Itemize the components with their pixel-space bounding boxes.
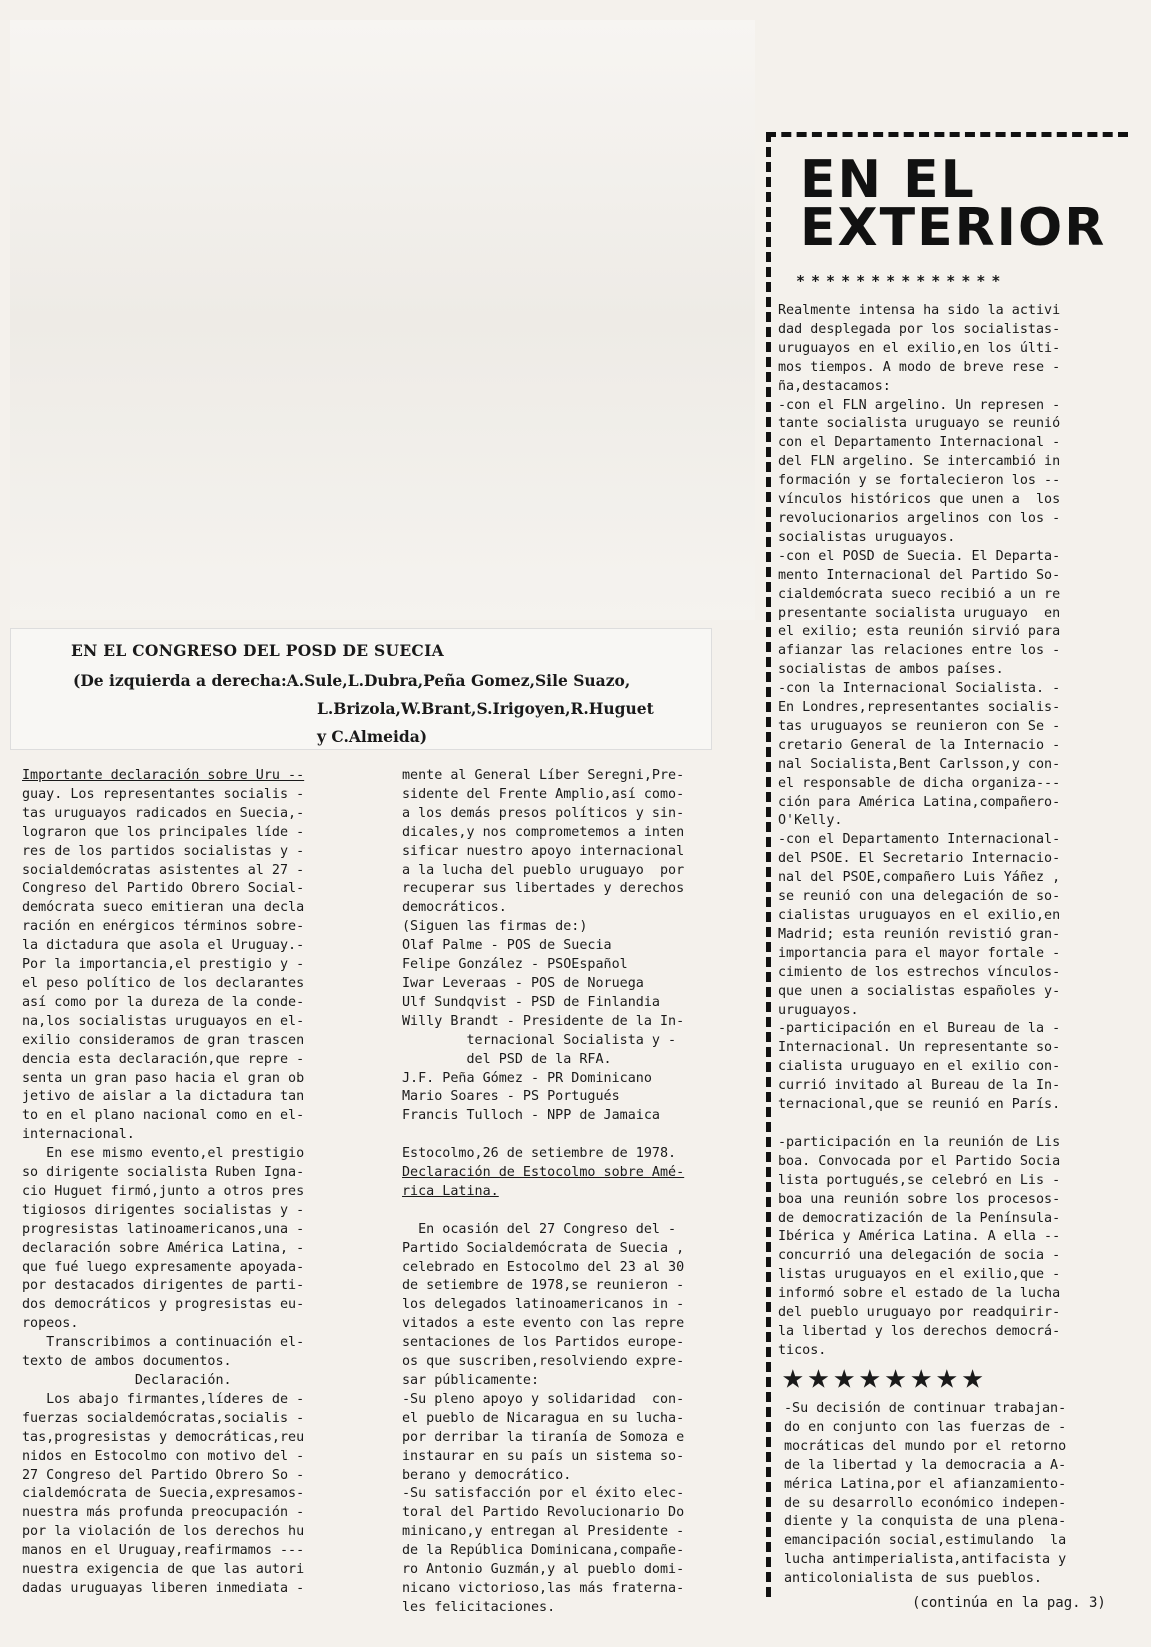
- text-line: presentante socialista uruguayo en: [778, 605, 1061, 621]
- text-line: socialdemócratas asistentes al 27 -: [22, 862, 305, 878]
- text-line: Willy Brandt - Presidente de la In-: [402, 1013, 685, 1029]
- text-line: cimiento de los estrechos vínculos-: [778, 964, 1061, 980]
- text-line: cialdemócrata de Suecia,expresamos-: [22, 1486, 305, 1502]
- text-line: por la violación de los derechos hu: [22, 1524, 305, 1540]
- text-line: currió invitado al Bureau de la In-: [778, 1078, 1061, 1094]
- text-line: ña,destacamos:: [778, 378, 891, 394]
- text-line: dencia esta declaración,que repre -: [22, 1051, 305, 1067]
- text-line: Realmente intensa ha sido la activi: [778, 303, 1061, 318]
- text-line: vitados a este evento con las repre: [402, 1316, 685, 1332]
- text-line: jetivo de aislar a la dictadura tan: [22, 1089, 305, 1105]
- text-line: el exilio; esta reunión sirvió para: [778, 624, 1061, 640]
- column-middle: [402, 767, 684, 1618]
- text-line: a la lucha del pueblo uruguayo por: [402, 862, 685, 878]
- text-line: Ibérica y América Latina. A ella --: [778, 1229, 1061, 1245]
- text-line: demócrata sueco emitieran una decla: [22, 900, 305, 916]
- text-line: cio Huguet firmó,junto a otros pres: [22, 1183, 305, 1199]
- text-line: Ulf Sundqvist - PSD de Finlandia: [402, 994, 660, 1010]
- text-line: En ese mismo evento,el prestigio: [22, 1146, 305, 1162]
- text-line: de democratización de la Península-: [778, 1210, 1061, 1226]
- text-line: texto de ambos documentos.: [22, 1354, 232, 1370]
- text-line: -participación en la reunión de Lis: [778, 1134, 1061, 1150]
- text-line: mos tiempos. A modo de breve rese -: [778, 359, 1061, 375]
- text-line: toral del Partido Revolucionario Do: [402, 1505, 685, 1521]
- text-line: Transcribimos a continuación el-: [22, 1335, 305, 1351]
- text-line: el pueblo de Nicaragua en su lucha-: [402, 1410, 685, 1426]
- text-line: la dictadura que asola el Uruguay.-: [22, 938, 305, 954]
- text-line: se reunió con una delegación de so-: [778, 889, 1061, 905]
- caption-title: EN EL CONGRESO DEL POSD DE SUECIA: [71, 641, 444, 660]
- text-line: do en conjunto con las fuerzas de -: [784, 1419, 1067, 1435]
- text-line: os que suscriben,resolviendo expre-: [402, 1354, 685, 1370]
- text-line: En ocasión del 27 Congreso del -: [402, 1221, 677, 1237]
- text-line: boa una reunión sobre los procesos-: [778, 1191, 1061, 1207]
- text-line: exilio consideramos de gran trascen: [22, 1032, 305, 1048]
- text-line: guay. Los representantes socialis -: [22, 786, 305, 802]
- text-line: del PSOE. El Secretario Internacio-: [778, 851, 1061, 867]
- text-line: informó sobre el estado de la lucha: [778, 1286, 1061, 1302]
- text-line: tante socialista uruguayo se reunió: [778, 416, 1061, 432]
- text-line: boa. Convocada por el Partido Socia: [778, 1153, 1061, 1169]
- text-line: [402, 1202, 684, 1221]
- headline-line-2: EXTERIOR: [800, 198, 1107, 258]
- text-line: la libertad y los derechos democrá-: [778, 1323, 1061, 1339]
- text-line: Congreso del Partido Obrero Social-: [22, 881, 305, 897]
- text-line: los delegados latinoamericanos in -: [402, 1297, 685, 1313]
- text-line: democráticos.: [402, 900, 507, 916]
- caption-line-2: L.Brizola,W.Brant,S.Irigoyen,R.Huguet: [317, 699, 654, 718]
- column-left: [22, 767, 304, 1599]
- text-line: na,los socialistas uruguayos en el-: [22, 1013, 305, 1029]
- text-line: manos en el Uruguay,reafirmamos ---: [22, 1543, 305, 1559]
- text-line: de la libertad y la democracia a A-: [784, 1457, 1067, 1473]
- text-line: tas uruguayos se reunieron con Se -: [778, 718, 1061, 734]
- text-line: so dirigente socialista Ruben Igna-: [22, 1165, 305, 1181]
- text-line: Por la importancia,el prestigio y -: [22, 957, 305, 973]
- text-line: Iwar Leveraas - POS de Noruega: [402, 975, 644, 991]
- text-line: formación y se fortalecieron los --: [778, 473, 1061, 489]
- text-line: Partido Socialdemócrata de Suecia ,: [402, 1240, 685, 1256]
- text-line: progresistas latinoamericanos,una -: [22, 1221, 305, 1237]
- text-line: concurrió una delegación de socia -: [778, 1248, 1061, 1264]
- text-line: Declaración de Estocolmo sobre Amé-: [402, 1165, 685, 1181]
- text-line: res de los partidos socialistas y -: [22, 843, 305, 859]
- text-line: diente y la conquista de una plena-: [784, 1514, 1067, 1530]
- text-line: -Su pleno apoyo y solidaridad con-: [402, 1391, 685, 1407]
- text-line: berano y democrático.: [402, 1467, 572, 1483]
- text-line: -con el POSD de Suecia. El Departa-: [778, 548, 1061, 564]
- text-line: tigiosos dirigentes socialistas y -: [22, 1202, 305, 1218]
- text-line: En Londres,representantes socialis-: [778, 700, 1061, 716]
- text-line: sificar nuestro apoyo internacional: [402, 843, 685, 859]
- text-line: nuestra más profunda preocupación -: [22, 1505, 305, 1521]
- text-line: senta un gran paso hacia el gran ob: [22, 1070, 305, 1086]
- text-line: -con el FLN argelino. Un represen -: [778, 397, 1061, 413]
- stars-divider: **************: [796, 272, 1007, 290]
- sidebar-headline: [800, 150, 1107, 258]
- text-line: cialdemócrata sueco recibió a un re: [778, 586, 1061, 602]
- text-line: to en el plano nacional como en el-: [22, 1108, 305, 1124]
- text-line: 27 Congreso del Partido Obrero So -: [22, 1467, 305, 1483]
- text-line: tas,progresistas y democráticas,reu: [22, 1429, 305, 1445]
- text-line: internacional.: [22, 1127, 135, 1143]
- text-line: tas uruguayos radicados en Suecia,-: [22, 805, 305, 821]
- text-line: de setiembre de 1978,se reunieron -: [402, 1278, 685, 1294]
- text-line: con el Departamento Internacional -: [778, 435, 1061, 451]
- text-line: ticos.: [778, 1342, 827, 1358]
- text-line: cialistas uruguayos en el exilio,en: [778, 908, 1061, 923]
- text-line: socialistas de ambos países.: [778, 662, 1004, 678]
- text-line: Declaración.: [22, 1373, 232, 1388]
- text-line: (Siguen las firmas de:): [402, 919, 588, 935]
- text-line: el peso político de los declarantes: [22, 975, 305, 991]
- text-line: el responsable de dicha organiza---: [778, 775, 1061, 791]
- text-line: -con la Internacional Socialista. -: [778, 681, 1061, 697]
- column-right: [778, 302, 1060, 1361]
- text-line: rica Latina.: [402, 1183, 499, 1199]
- text-line: ción para América Latina,compañero-: [778, 794, 1061, 810]
- frame-left-border: [766, 132, 771, 1597]
- text-line: revolucionarios argelinos con los -: [778, 510, 1061, 526]
- blank-photo-area: [10, 20, 755, 620]
- text-line: que unen a socialistas españoles y-: [778, 983, 1061, 999]
- column-right-continued: [784, 1400, 1066, 1589]
- text-line: listas uruguayos en el exilio,que -: [778, 1267, 1061, 1283]
- text-line: recuperar sus libertades y derechos: [402, 881, 685, 897]
- text-line: anticolonialista de sus pueblos.: [784, 1571, 1042, 1587]
- text-line: afianzar las relaciones entre los -: [778, 643, 1061, 659]
- text-line: uruguayos en el exilio,en los últi-: [778, 340, 1061, 356]
- text-line: J.F. Peña Gómez - PR Dominicano: [402, 1070, 652, 1086]
- text-line: importancia para el mayor fortale -: [778, 945, 1061, 961]
- text-line: de su desarrollo económico indepen-: [784, 1495, 1067, 1511]
- text-line: fuerzas socialdemócratas,socialis -: [22, 1410, 305, 1426]
- text-line: dicales,y nos comprometemos a inten: [402, 824, 685, 840]
- text-line: mento Internacional del Partido So-: [778, 567, 1061, 583]
- text-line: Estocolmo,26 de setiembre de 1978.: [402, 1146, 677, 1162]
- caption-line-1: (De izquierda a derecha:A.Sule,L.Dubra,Peña Gomez,Sile Suazo,: [73, 671, 631, 690]
- text-line: les felicitaciones.: [402, 1599, 556, 1615]
- text-line: lograron que los principales líde -: [22, 824, 305, 840]
- text-line: nuestra exigencia de que las autori: [22, 1562, 305, 1578]
- text-line: celebrado en Estocolmo del 23 al 30: [402, 1259, 685, 1275]
- text-line: emancipación social,estimulando la: [784, 1533, 1067, 1549]
- text-line: del pueblo uruguayo por readquirir-: [778, 1305, 1061, 1321]
- text-line: instaurar en su país un sistema so-: [402, 1448, 685, 1464]
- photo-caption: [10, 628, 712, 750]
- continued-note: (continúa en la pag. 3): [912, 1595, 1106, 1611]
- text-line: cretario General de la Internacio -: [778, 737, 1061, 753]
- text-line: ternacional Socialista y -: [402, 1032, 677, 1048]
- text-line: ternacional,que se reunió en París.: [778, 1097, 1061, 1113]
- text-line: minicano,y entregan al Presidente -: [402, 1524, 685, 1540]
- text-line: -participación en el Bureau de la -: [778, 1021, 1061, 1037]
- text-line: ro Antonio Guzmán,y al pueblo domi-: [402, 1562, 685, 1578]
- text-line: cialista uruguayo en el exilio con-: [778, 1059, 1061, 1075]
- text-line: socialistas uruguayos.: [778, 529, 956, 545]
- text-line: Mario Soares - PS Portugués: [402, 1089, 620, 1105]
- text-line: por derribar la tiranía de Somoza e: [402, 1429, 685, 1445]
- text-line: de la República Dominicana,compañe-: [402, 1543, 685, 1559]
- text-line: dos democráticos y progresistas eu-: [22, 1297, 305, 1313]
- text-line: del PSD de la RFA.: [402, 1051, 612, 1067]
- text-line: Internacional. Un representante so-: [778, 1040, 1061, 1056]
- text-line: -con el Departamento Internacional-: [778, 832, 1061, 848]
- text-line: [778, 1115, 1060, 1134]
- text-line: Olaf Palme - POS de Suecia: [402, 938, 612, 954]
- text-line: -Su decisión de continuar trabajan-: [784, 1401, 1067, 1416]
- text-line: [402, 1126, 684, 1145]
- text-line: lista portugués,se celebró en Lis -: [778, 1172, 1061, 1188]
- text-line: declaración sobre América Latina, -: [22, 1240, 305, 1256]
- text-line: nicano victorioso,las más fraterna-: [402, 1580, 685, 1596]
- text-line: Francis Tulloch - NPP de Jamaica: [402, 1108, 660, 1124]
- text-line: nal del PSOE,compañero Luis Yáñez ,: [778, 870, 1061, 886]
- text-line: a los demás presos políticos y sin-: [402, 805, 685, 821]
- text-line: así como por la dureza de la conde-: [22, 994, 305, 1010]
- text-line: lucha antimperialista,antifacista y: [784, 1552, 1067, 1568]
- text-line: -Su satisfacción por el éxito elec-: [402, 1486, 685, 1502]
- text-line: por destacados dirigentes de parti-: [22, 1278, 305, 1294]
- text-line: mente al General Líber Seregni,Pre-: [402, 768, 685, 783]
- text-line: Los abajo firmantes,líderes de -: [22, 1391, 305, 1407]
- text-line: Importante declaración sobre Uru --: [22, 768, 305, 783]
- text-line: O'Kelly.: [778, 813, 843, 829]
- text-line: nal Socialista,Bent Carlsson,y con-: [778, 756, 1061, 772]
- text-line: ración en enérgicos términos sobre-: [22, 919, 305, 935]
- text-line: del FLN argelino. Se intercambió in: [778, 454, 1061, 470]
- text-line: que fué luego expresamente apoyada-: [22, 1259, 305, 1275]
- text-line: Felipe González - PSOEspañol: [402, 957, 628, 973]
- text-line: dad desplegada por los socialistas-: [778, 321, 1061, 337]
- text-line: sidente del Frente Amplio,así como-: [402, 786, 685, 802]
- caption-line-3: y C.Almeida): [317, 727, 428, 746]
- big-stars-divider: ★★★★★★★★: [782, 1356, 988, 1397]
- text-line: uruguayos.: [778, 1002, 859, 1018]
- text-line: dadas uruguayas liberen inmediata -: [22, 1580, 305, 1596]
- text-line: vínculos históricos que unen a los: [778, 492, 1061, 508]
- text-line: mocráticas del mundo por el retorno: [784, 1438, 1067, 1454]
- text-line: sar públicamente:: [402, 1373, 540, 1388]
- text-line: ropeos.: [22, 1316, 79, 1332]
- text-line: mérica Latina,por el afianzamiento-: [784, 1476, 1067, 1492]
- frame-top-border: [766, 132, 1128, 137]
- text-line: nidos en Estocolmo con motivo del -: [22, 1448, 305, 1464]
- text-line: Madrid; esta reunión revistió gran-: [778, 926, 1061, 942]
- text-line: sentaciones de los Partidos europe-: [402, 1335, 685, 1351]
- headline-line-1: EN EL: [800, 150, 976, 210]
